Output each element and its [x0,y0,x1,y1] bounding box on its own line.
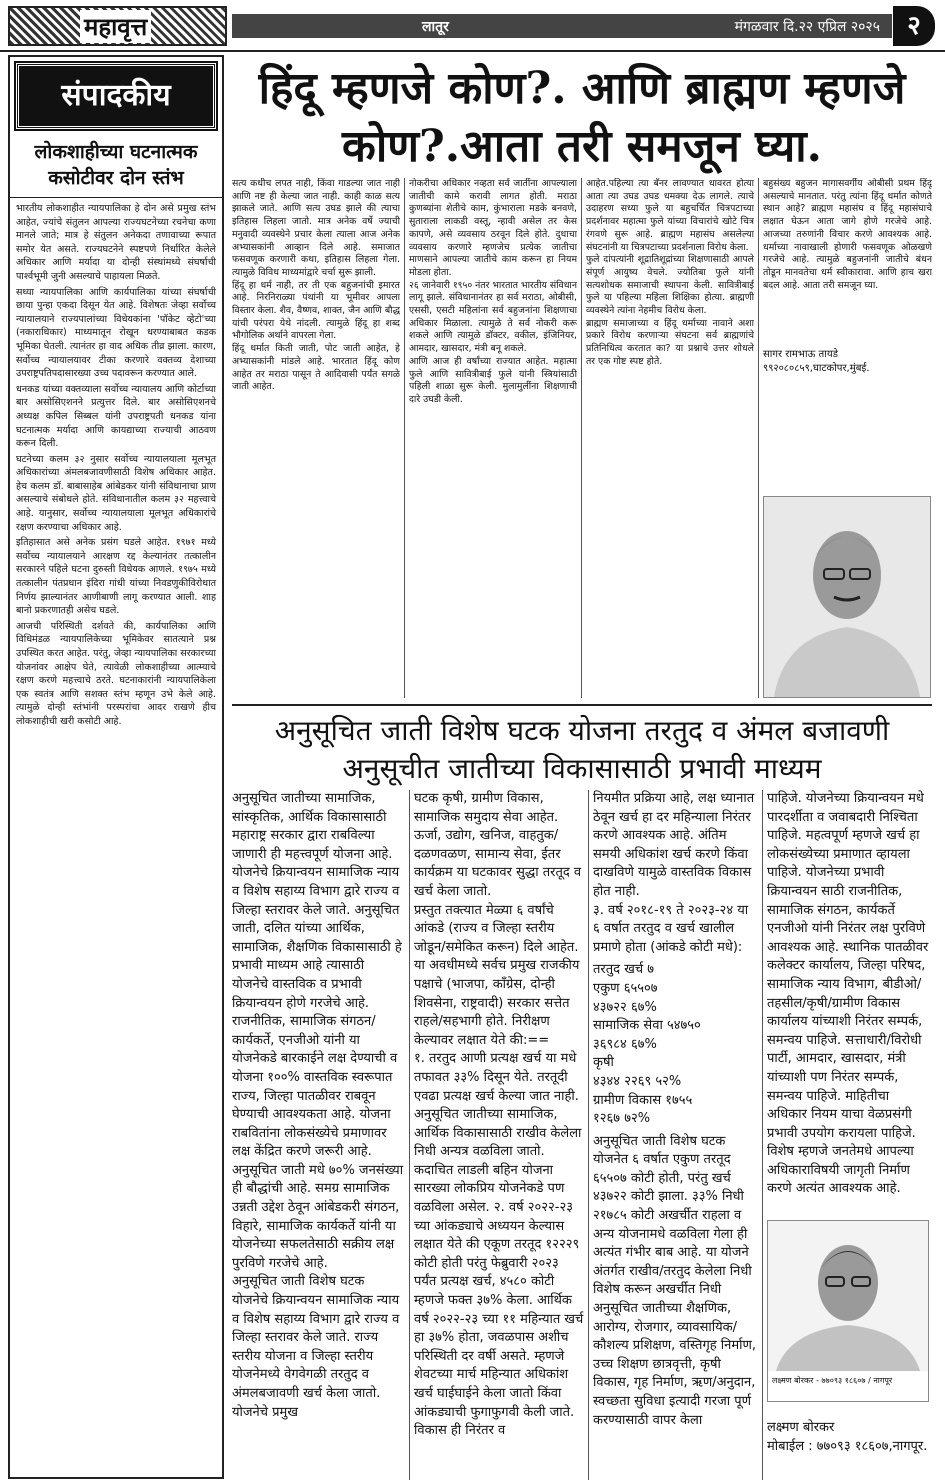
table-cell: ३६९८४ [593,1036,627,1052]
table-cell: ७२% [624,1111,651,1127]
article2-column-2 [414,790,584,1480]
article1-column-2 [409,178,577,698]
page-number: २ [893,6,935,46]
expenditure-table [593,961,758,1128]
table-row [593,1054,758,1073]
article2-column-4 [767,790,932,1210]
masthead-title: महावृत्त [80,10,151,43]
article2-paragraph: नियमीत प्रक्रिया आहे, लक्ष ध्यानात ठेवून खर्च हा दर महिन्याला निरंतर करणे आवश्यक आहे. अंतिम समयी अधिकांश खर्च करणे किंवा दाखविणे यामुळे वास्तविक विकास होत नाही. [593,791,755,899]
column-divider [588,790,589,1480]
article1-author-name: सागर रामभाऊ तायडे [763,349,838,360]
article2-author [767,1418,932,1456]
article1-paragraph: नोकरीचा अधिकार नव्हता सर्व जातींना आपल्याला जातीची कामे करावी लागत होती. मराठा कुणब्यांना शेतीचे काम, कुंभाराला मडके बनवणे, सुताराला लाकडी वस्तू, न्हावी असेल तर केस कापणे, असे व्यवसाय ठरवून दिले होते. दुधाचा व्यवसाय करणारे म्हणजेच प्रत्येक जातीचा माणसाने आपल्या जातीचे काम करून हा नियम मोडला होता. [409,178,577,278]
article2-paragraph: ३. वर्ष २०१८-१९ ते २०२३-२४ या ६ वर्षात तरतुद व खर्च खालील प्रमाणे होता (आंकडे कोटी मधे): [593,902,749,955]
article2-paragraph: प्रस्तुत तक्त्यात मेळ्या ६ वर्षांचे आंकडे (राज्य व जिल्हा स्तरीय जोडून/समेकित करून) दिले आहेत. या अवधीमध्ये सर्वच प्रमुख राजकीय पक्षाचे (भाजपा, काँग्रेस, दोन्ही शिवसेना, राष्ट्रवादी) सरकार सत्तेत राहले/सहभागी होते. निरीक्षण केल्यावर लक्षात येते की:== [414,902,580,1048]
table-cell: कृषी [593,1055,614,1071]
table-cell: ५४७५० [666,1018,701,1034]
article1-author [763,348,932,376]
column-divider [758,178,759,698]
photo-caption: लक्ष्मण बोरकर - ७७०९३ १८६०७ / नागपूर [772,1376,893,1385]
table-cell: २२६९ [624,1073,652,1089]
article1-author-contact: ९९२०८०८५९,घाटकोपर,मुंबई. [763,363,870,374]
article1-column-1 [232,178,400,698]
article1-paragraph: बहुसंख्य बहुजन मागासवर्गीय ओबीसी प्रथम हिंदू असल्याचे मानतात. परंतु त्यांना हिंदू धर्मात कोणते स्थान आहे? ब्राह्मण महासंघ व हिंदू महासंघाचे लक्षात घेऊन आता जागे होणे गरजेचे आहे. आजच्या तरुणांनी विचार करणे आवश्यक आहे. धर्माच्या नावाखाली होणारी फसवणूक ओळखणे गरजेचे आहे. त्यामुळे बहुजनांनी जातीचे बंधन तोडून मानवतेचा धर्म स्वीकारावा. आणि हाच खरा बदल आहे. आता तरी समजून घ्या. [763,178,932,291]
article1-paragraph: २६ जानेवारी १९५० नंतर भारतात भारतीय संविधान लागू झाले. संविधानानंतर हा सर्व मराठा, ओबीसी, एससी, एसटी महिलांना सर्व बहुजनांना शिक्षणाचा अधिकार मिळाला. त्यामुळे ते सर्व नोकरी करू शकले आणि त्यामुळे डॉक्टर, वकील, इंजिनियर, आमदार, खासदार, मंत्री बनू शकले. [409,279,577,355]
table-cell: ५२% [655,1073,682,1089]
article1-paragraph: फुले दांपत्यांनी शूद्रातिशूद्रांच्या शिक्षणासाठी आपले संपूर्ण आयुष्य वेचले. ज्योतिबा फुले यांनी सत्यशोधक समाजाची स्थापना केली. सावित्रीबाई फुले या पहिल्या महिला शिक्षिका होत्या. ब्राह्मणी व्यवस्थेने त्यांना नेहमीच विरोध केला. [586,254,754,317]
article2-paragraph: अनुसूचित जाती विशेष घटक योजनेत ६ वर्षात एकुण तरतूद ६५५०७ कोटी होती, परंतु खर्च ४३७२२ कोटी झाला. ३३% निधी २१७८५ कोटी अखर्चीत राहला व अन्य योजनामधे वळविला गेला ही अत्यंत गंभीर बाब आहे. या योजने अंतर्गत राखीव/तरतुद केलेला निधी विशेष करून अखर्चीत निधी अनुसूचित जातीच्या शैक्षणिक, आरोग्य, रोजगार, व्यावसायिक/कौशल्य प्रशिक्षण, वस्तिगृह निर्माण, उच्च शिक्षण छात्रवृत्ती, कृषी विकास, गृह निर्माण, ऋण/अनुदान, स्वच्छता सुविधा इत्यादी गरजा पूर्ण करण्यासाठी वापर केला [593,1133,757,1428]
table-cell: खर्च [624,962,644,978]
article2-headline: अनुसूचित जाती विशेष घटक योजना तरतुद व अंमल बजावणी अनुसूचीत जातीच्या विकासासाठी प्रभावी माध्यम [274,714,890,785]
article2-author-contact: मोबाईल : ७७०९३ १८६०७,नागपूर. [767,1439,928,1454]
article1-column-3 [586,178,754,698]
article2-paragraph: १. तरतुद आणी प्रत्यक्ष खर्च या मधे तफावत ३३% दिसून येते. तरतूदी एवढा प्रत्यक्ष खर्च केल्या जात नाही. अनुसूचित जातीच्या सामाजिक, आर्थिक विकासासाठी राखीव केलेला निधी अन्यत्र वळविला जातो. कदाचित लाडली बहिन योजना सारख्या लोकप्रिय योजनेकडे पण वळविला असेल. २. वर्ष २०२२-२३ च्या आंकड्याचे अध्ययन केल्यास लक्षात येते की एकूण तरतूद १२२२९ कोटी होती परंतु फेब्रुवारी २०२३ पर्यंत प्रत्यक्ष खर्च, ४५८० कोटी म्हणजे फक्त ३७% केला. आर्थिक वर्ष २०२२-२३ च्या ११ महिन्यात खर्च हा ३७% होता, जवळपास अशीच परिस्थिती दर वर्षी असते. म्हणजे शेवटच्या मार्च महिन्यात अधिकांश खर्च घाईघाईने केला जातो किंवा आंकड्याची फुगाफुगवी केली जाते. विकास ही निरंतर व [414,1051,584,1439]
table-row [593,1092,758,1111]
table-cell: १२६७ [593,1111,621,1127]
article1-column-4 [763,178,932,318]
table-cell: तरतुद [593,962,621,978]
table-cell: सामाजिक सेवा [593,1018,663,1034]
table-cell: ४३७२२ [593,999,627,1015]
column-divider [404,178,405,698]
article1-paragraph: आणि आज ही वर्षांच्या राज्यात आहेत. महात्मा फुले आणि सावित्रीबाई फुले यांनी स्त्रियांसाठी पहिली शाळा सुरू केली. मुलामुलींना शिक्षणाची दारे उघडी केली. [409,355,577,405]
table-cell: १७५५ [665,1092,693,1108]
editorial-paragraph: भारतीय लोकशाहीत न्यायपालिका हे दोन असे प्रमुख स्तंभ आहेत, ज्यांचे संतुलन आपल्या राज्यघटनेच्या रचनेचा कणा मानले जाते; मात्र हे संतुलन अनेकदा तणावाच्या रूपात समोर येत असते. राज्यघटनेने स्पष्टपणे निर्धारित केलेले अधिकार आणि मर्यादा या दोन्ही संस्थांमध्ये संघर्षाची पार्श्वभूमी जुनी असल्याचे पाहायला मिळते. [16,203,216,282]
editorial-paragraph: घटनेच्या कलम ३२ नुसार सर्वोच्च न्यायालयाला मूलभूत अधिकारांच्या अंमलबजावणीसाठी विशेष अधिकार आहेत. हेच कलम डॉ. बाबासाहेब आंबेडकर यांनी संविधानाचा प्राण असल्याचे संबोधले होते. संविधानातील कलम ३२ महत्त्वाचे आहे. यानुसार, सर्वोच्च न्यायालयाला मूलभूत अधिकारांचे रक्षण करण्याचा अधिकार आहे. [16,453,216,533]
article2-paragraph: अनुसूचित जातीच्या सामाजिक, सांस्कृतिक, आर्थिक विकासासाठी महाराष्ट्र सरकार द्वारा राबविल्या जाणारी ही महत्त्वपूर्ण योजना आहे. योजनेचे क्रियान्वयन सामाजिक न्याय व विशेष सहाय्य विभाग द्वारे राज्य व जिल्हा स्तरावर केले जाते. अनुसूचित जाती, दलित यांच्या आर्थिक, सामाजिक, शैक्षणिक विकासासाठी हे प्रभावी माध्यम आहे त्यासाठी योजनेचे वास्तविक व प्रभावी क्रियान्वयन होणे गरजेचे आहे. राजनीतिक, सामाजिक संगठन/कार्यकर्ते, एनजीओ यांनी या योजनेकडे बारकाईने लक्ष देण्याची व योजना १००% वास्तविक स्वरूपात राज्य, जिल्हा पातळीवर राबवून घेण्याची आवश्यकता आहे. योजना राबवितांना लोकसंख्येचे प्रमाणावर लक्ष केंद्रित करणे जरूरी आहे. अनुसूचित जाती मधे ७०% जनसंख्या ही बौद्धांची आहे. समग्र सामाजिक उन्नती उद्देश ठेवून आंबेडकरी संगठन, विहारे, सामाजिक कार्यकर्ते यांनी या योजनेच्या सफलतेसाठी सक्रीय लक्ष पुरविणे गरजेचे आहे. [232,791,404,1271]
editorial-body [10,198,222,735]
article1-paragraph: सत्य कधीच लपत नाही, किंवा गाडल्या जात नाही आणि नष्ट ही केल्या जात नाही. काही काळ सत्य झाकले जाते. आणि सत्य उघड झाले की त्याचा इतिहास लिहला जातो. मात्र अनेक वर्षे ज्याची मनुवादी व्यवस्थेने प्रचार केला त्याला आज अनेक अभ्यासकांनी आव्हान दिले आहे. समाजात फसवणूक करणारी कथा, इतिहास लिहला गेला. त्यामुळे विविध माध्यमांद्वारे चर्चा सुरू झाली. [232,178,400,278]
editorial-column [8,55,224,1479]
table-cell: एकुण [593,980,620,996]
column-divider [581,178,582,698]
table-row [593,980,758,999]
table-cell: ७ [647,962,654,978]
editorial-section-label: संपादकीय [16,63,216,129]
article2-column-1 [232,790,404,1480]
table-row [593,1017,758,1036]
article1-paragraph: ब्राह्मण समाजाच्या व हिंदू धर्माच्या नावाने अशा प्रकारे विरोध करणाऱ्या संघटना सर्व ब्राह्मणांचे प्रतिनिधित्व करतात का? या प्रश्नाचे उत्तर शोधले तर एक गोष्ट स्पष्ट होते. [586,317,754,367]
author-photo-laxman [767,1220,929,1402]
table-row [593,1036,758,1055]
table-row [593,1073,758,1092]
page-header [0,0,945,52]
header-city: लातूर [422,19,449,35]
article2-author-name: लक्ष्मण बोरकर [767,1420,835,1435]
table-cell: ग्रामीण विकास [593,1092,662,1108]
editorial-paragraph: इतिहासात असे अनेक प्रसंग घडले आहेत. १९७१ मध्ये सर्वोच्च न्यायालयाने आरक्षण रद्द केल्यानंतर तत्कालीन सरकारने पहिले घटना दुरुस्ती विधेयक आणले. १९७५ मध्ये तत्कालीन पंतप्रधान इंदिरा गांधी यांच्या निवडणुकीविरोधात निर्णय झाल्यानंतर आणीबाणी लागू करण्यात आली. शाह बानो प्रकरणातही असेच घडले. [16,537,216,617]
editorial-paragraph: धनकड यांच्या वक्तव्याला सर्वोच्च न्यायालय आणि कोर्टाच्या बार असोसिएशनने प्रत्युत्तर दिले. बार असोसिएशनचे अध्यक्ष कपिल सिब्बल यांनी उपराष्ट्रपती धनकड यांना घटनात्मक मर्यादा आणि कायद्याच्या राज्याची आठवण करून दिली. [16,383,216,450]
article2-column-3 [593,790,758,1480]
table-row [593,999,758,1018]
section-rule [232,704,932,706]
author-photo-sagar [763,496,931,698]
table-cell: ४३४४ [593,1073,621,1089]
article1-paragraph: हिंदू धर्मात किती जाती, पोट जाती आहेत, हे अभ्यासकांनी मांडले आहे. भारतात हिंदू कोण आहेत तर मराठा पासून ते आदिवासी पर्यंत सगळे जाती आहेत. [232,343,400,393]
article1-headline: हिंदू म्हणजे कोण?. आणि ब्राह्मण म्हणजे कोण?.आता तरी समजून घ्या. [258,63,906,172]
article1-paragraph: हिंदू हा धर्म नाही, तर ती एक बहुजनांची इमारत आहे. निरनिराळ्या पंथांनी या भूमीवर आपला विस्तार केला. शैव, वैष्णव, शाक्त, जैन आणि बौद्ध यांची परंपरा येथे नांदली. त्यामुळे हिंदू हा शब्द भौगोलिक अर्थाने वापरला गेला. [232,279,400,342]
editorial-paragraph: आजची परिस्थिती दर्शवते की, कार्यपालिका आणि विधिमंडळ न्यायपालिकेच्या भूमिकेवर सातत्याने प्रश्न उपस्थित करत आहेत. परंतु, जेव्हा न्यायपालिका सरकारच्या योजनांवर आक्षेप घेते, त्यावेळी लोकशाहीच्या आत्म्याचे रक्षण करणे महत्त्वाचे ठरते. घटनाकारांनी न्यायपालिकेला एक स्वतंत्र आणि सशक्त स्तंभ म्हणून उभे केले आहे. त्यामुळे दोन्ही स्तंभांनी परस्परांचा आदर राखणे हीच लोकशाहीची खरी कसोटी आहे. [16,620,216,727]
article2-body [232,790,932,1480]
editorial-paragraph: सध्या न्यायपालिका आणि कार्यपालिका यांच्या संघर्षाची छाया पुन्हा एकदा दिसून येत आहे. विशेषतः जेव्हा सर्वोच्च न्यायालयाने राज्यपालांच्या विधेयकांना 'पॉकेट व्हेटो'च्या (नकाराधिकार) माध्यमातून रोखून धरण्याबाबत कडक भूमिका घेतली. त्यानंतर हा वाद अधिक तीव्र झाला. कारण, सर्वोच्च न्यायालयावर टीका करणारे वक्तव्य देशाच्या उपराष्ट्रपतिपदासारख्या उच्च पदावरून करण्यात आले. [16,286,216,380]
table-cell: ६७% [630,999,657,1015]
masthead-logo [8,6,227,46]
article2-paragraph: अनुसूचित जाती विशेष घटक योजनेचे क्रियान्वयन सामाजिक न्याय व विशेष सहाय्य विभाग द्वारे राज्य व जिल्हा स्तरावर केले जाते. राज्य स्तरीय योजना व जिल्हा स्तरीय योजनेमध्ये वेगवेगळी तरतुद व अंमलबजावणी खर्च केला जातो. योजनेचे प्रमुख [232,1274,400,1420]
article2-paragraph: पाहिजे. योजनेच्या क्रियान्वयन मधे पारदर्शीता व जवाबदारी निश्चिता पाहिजे. महत्वपूर्ण म्हणजे खर्च हा लोकसंख्येच्या प्रमाणात व्हायला पाहिजे. योजनेच्या प्रभावी क्रियान्वयन साठी राजनीतिक, सामाजिक संगठन, कार्यकर्ते एनजीओ यांनी निरंतर लक्ष पुरविणे आवश्यक आहे. स्थानिक पातळीवर कलेक्टर कार्यालय, जिल्हा परिषद, सामाजिक न्याय विभाग, बीडीओ/तहसील/कृषी/ग्रामीण विकास कार्यालय यांच्याशी निरंतर सम्पर्क, समन्वय पाहिजे. सत्ताधारी/विरोधी पार्टी, आमदार, खासदार, मंत्री यांच्याशी पण निरंतर सम्पर्क, समन्वय पाहिजे. माहितीचा अधिकार नियम याचा वेळप्रसंगी प्रभावी उपयोग करायला पाहिजे. विशेष म्हणजे जनतेमधे आपल्या अधिकाराविषयी जागृती निर्माण करणे अत्यंत आवश्यक आहे. [767,791,929,1197]
column-divider [409,790,410,1480]
table-cell: ६५५०७ [623,980,658,996]
article1-paragraph: आहेत.पहिल्या त्या बॅनर लावण्यात धावरत होत्या आता त्या उघड उघड धमक्या देऊ लागले. त्याचे उदाहरण सध्या फुले या बहुचर्चित चित्रपटाच्या प्रदर्शनावर महात्मा फुले यांच्या विचारांचे खोटे चित्र रंगवणे सुरू आहे. ब्राह्मण महासंघ असलेल्या संघटनांनी या चित्रपटाच्या प्रदर्शनाला विरोध केला. [586,178,754,253]
table-row [593,961,758,980]
table-row [593,1110,758,1129]
article1-body [232,178,932,698]
table-cell: ६७% [630,1036,657,1052]
header-date: मंगळवार दि.२२ एप्रिल २०२५ [734,19,880,35]
article2-paragraph: घटक कृषी, ग्रामीण विकास, सामाजिक समुदाय सेवा आहेत. ऊर्जा, उद्योग, खनिज, वाहतुक/दळणवळण, सामान्य सेवा, ईतर कार्यक्रम या घटकावर सुद्धा तरतूद व खर्च केला जातो. [414,791,582,899]
editorial-title: लोकशाहीच्या घटनात्मक कसोटीवर दोन स्तंभ [10,135,222,198]
column-divider [762,790,763,1480]
header-bar [232,14,892,38]
